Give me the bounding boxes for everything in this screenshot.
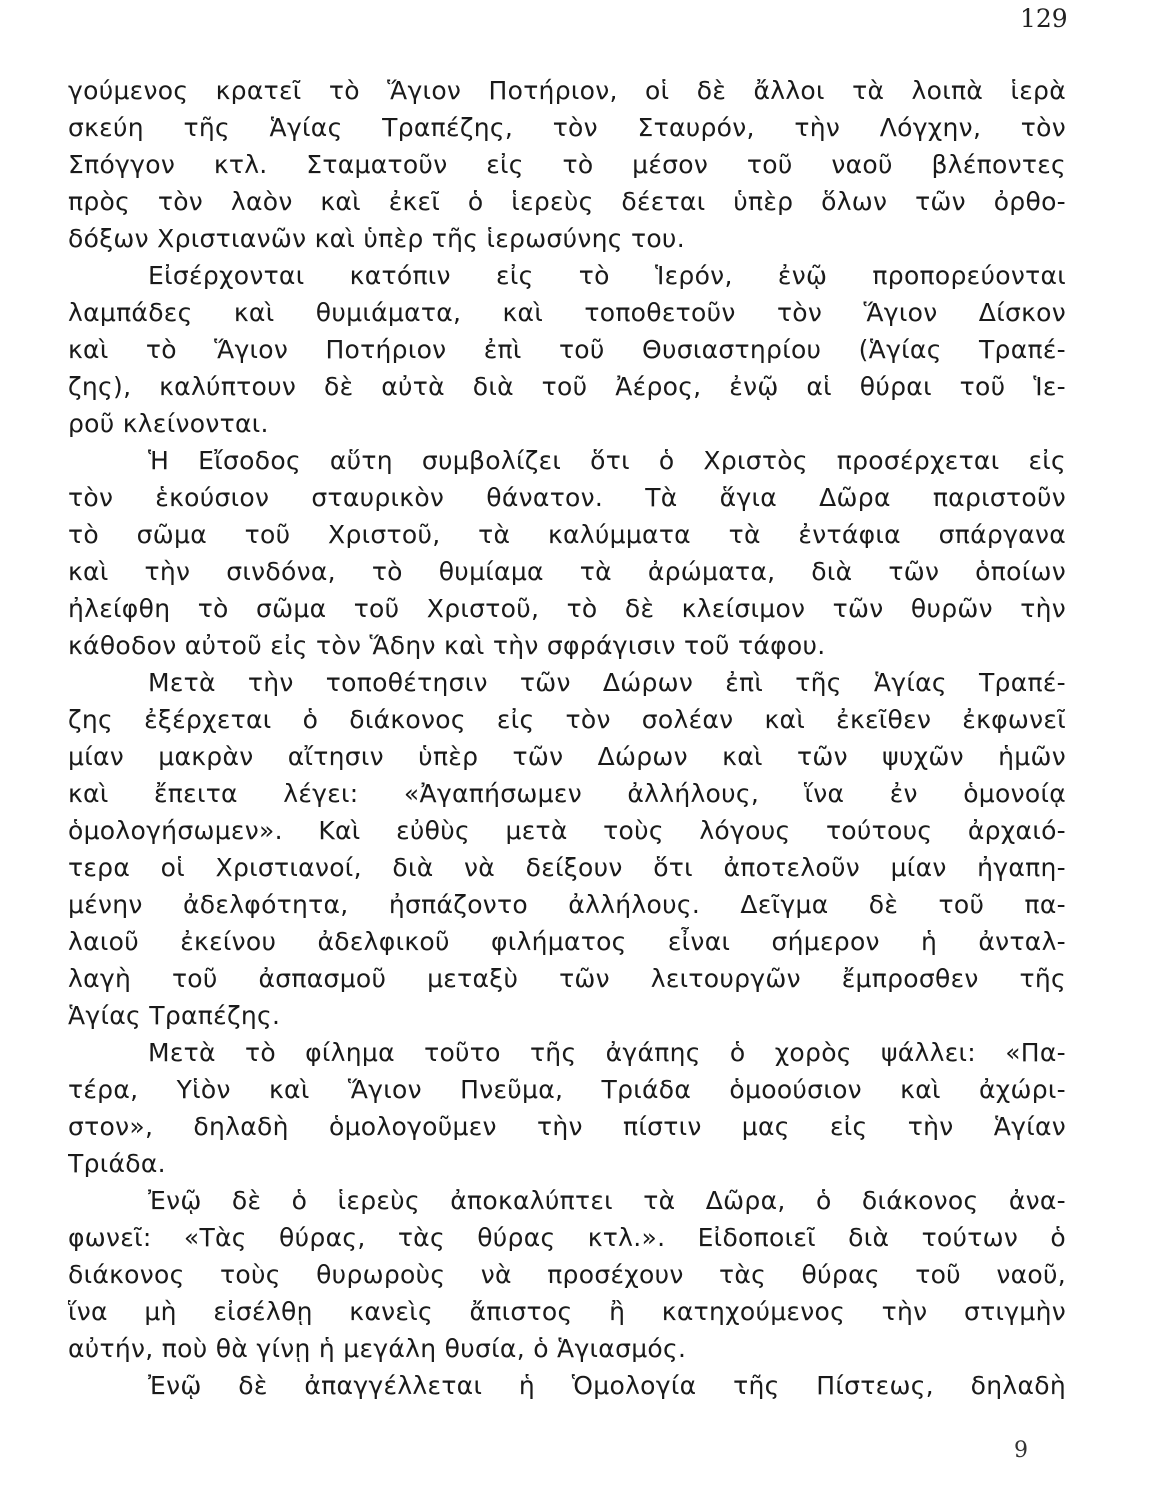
text-line: γούμενος κρατεῖ τὸ Ἅγιον Ποτήριον, οἱ δὲ ἄλλοι τὰ λοιπὰ ἱερὰ bbox=[68, 76, 1066, 105]
text-line: λαιοῦ ἐκείνου ἀδελφικοῦ φιλήματος εἶναι σήμερον ἡ ἀνταλ- bbox=[68, 927, 1066, 956]
text-line: ἵνα μὴ εἰσέλθῃ κανεὶς ἄπιστος ἢ κατηχούμενος τὴν στιγμὴν bbox=[68, 1297, 1066, 1326]
text-line: ροῦ κλείνονται. bbox=[68, 409, 269, 438]
text-line: Σπόγγον κτλ. Σταματοῦν εἰς τὸ μέσον τοῦ ναοῦ βλέποντες bbox=[68, 150, 1066, 179]
text-line: ἠλείφθη τὸ σῶμα τοῦ Χριστοῦ, τὸ δὲ κλείσιμον τῶν θυρῶν τὴν bbox=[68, 594, 1066, 623]
text-line: τέρα, Υἱὸν καὶ Ἅγιον Πνεῦμα, Τριάδα ὁμοούσιον καὶ ἀχώρι- bbox=[68, 1075, 1066, 1104]
text-line: μίαν μακρὰν αἴτησιν ὑπὲρ τῶν Δώρων καὶ τῶν ψυχῶν ἡμῶν bbox=[68, 742, 1066, 771]
text-line: κάθοδον αὐτοῦ εἰς τὸν Ἅδην καὶ τὴν σφράγισιν τοῦ τάφου. bbox=[68, 631, 826, 660]
text-line: Ἁγίας Τραπέζης. bbox=[68, 1001, 281, 1030]
text-line: φωνεῖ: «Τὰς θύρας, τὰς θύρας κτλ.». Εἰδοποιεῖ διὰ τούτων ὁ bbox=[68, 1223, 1066, 1252]
text-line: δόξων Χριστιανῶν καὶ ὑπὲρ τῆς ἱερωσύνης του. bbox=[68, 224, 685, 253]
text-line: τερα οἱ Χριστιανοί, διὰ νὰ δείξουν ὅτι ἀποτελοῦν μίαν ἠγαπη- bbox=[68, 853, 1066, 882]
text-line: ζης), καλύπτουν δὲ αὐτὰ διὰ τοῦ Ἀέρος, ἐνῷ αἱ θύραι τοῦ Ἱε- bbox=[68, 372, 1066, 401]
text-line: τὸ σῶμα τοῦ Χριστοῦ, τὰ καλύμματα τὰ ἐντάφια σπάργανα bbox=[68, 520, 1066, 549]
body-text bbox=[68, 72, 1066, 1404]
text-line: Μετὰ τὸ φίλημα τοῦτο τῆς ἀγάπης ὁ χορὸς ψάλλει: «Πα- bbox=[148, 1038, 1066, 1067]
text-line: σκεύη τῆς Ἁγίας Τραπέζης, τὸν Σταυρόν, τὴν Λόγχην, τὸν bbox=[68, 113, 1066, 142]
text-line: αὐτήν, ποὺ θὰ γίνῃ ἡ μεγάλη θυσία, ὁ Ἁγιασμός. bbox=[68, 1334, 687, 1363]
text-line: Τριάδα. bbox=[68, 1149, 166, 1178]
signature-mark: 9 bbox=[1014, 1438, 1028, 1463]
text-line: στον», δηλαδὴ ὁμολογοῦμεν τὴν πίστιν μας εἰς τὴν Ἁγίαν bbox=[68, 1112, 1066, 1141]
text-line: μένην ἀδελφότητα, ἠσπάζοντο ἀλλήλους. Δεῖγμα δὲ τοῦ πα- bbox=[68, 890, 1066, 919]
page-number: 129 bbox=[1020, 4, 1068, 33]
text-line: ὁμολογήσωμεν». Καὶ εὐθὺς μετὰ τοὺς λόγους τούτους ἀρχαιό- bbox=[68, 816, 1066, 845]
text-line: Ἐνῷ δὲ ἀπαγγέλλεται ἡ Ὁμολογία τῆς Πίστεως, δηλαδὴ bbox=[148, 1371, 1066, 1400]
text-line: καὶ ἔπειτα λέγει: «Ἀγαπήσωμεν ἀλλήλους, ἵνα ἐν ὁμονοίᾳ bbox=[68, 779, 1066, 808]
text-line: Ἐνῷ δὲ ὁ ἱερεὺς ἀποκαλύπτει τὰ Δῶρα, ὁ διάκονος ἀνα- bbox=[148, 1186, 1066, 1215]
text-line: Μετὰ τὴν τοποθέτησιν τῶν Δώρων ἐπὶ τῆς Ἁγίας Τραπέ- bbox=[148, 668, 1066, 697]
text-line: καὶ τὸ Ἅγιον Ποτήριον ἐπὶ τοῦ Θυσιαστηρίου (Ἁγίας Τραπέ- bbox=[68, 335, 1066, 364]
text-line: καὶ τὴν σινδόνα, τὸ θυμίαμα τὰ ἀρώματα, διὰ τῶν ὁποίων bbox=[68, 557, 1066, 586]
text-line: διάκονος τοὺς θυρωροὺς νὰ προσέχουν τὰς θύρας τοῦ ναοῦ, bbox=[68, 1260, 1066, 1289]
text-line: τὸν ἑκούσιον σταυρικὸν θάνατον. Τὰ ἅγια Δῶρα παριστοῦν bbox=[68, 483, 1066, 512]
text-line: Ἡ Εἴσοδος αὕτη συμβολίζει ὅτι ὁ Χριστὸς προσέρχεται εἰς bbox=[148, 446, 1066, 475]
text-line: Εἰσέρχονται κατόπιν εἰς τὸ Ἱερόν, ἐνῷ προπορεύονται bbox=[148, 261, 1066, 290]
text-line: πρὸς τὸν λαὸν καὶ ἐκεῖ ὁ ἱερεὺς δέεται ὑπὲρ ὅλων τῶν ὀρθο- bbox=[68, 187, 1066, 216]
text-line: λαγὴ τοῦ ἀσπασμοῦ μεταξὺ τῶν λειτουργῶν ἔμπροσθεν τῆς bbox=[68, 964, 1066, 993]
text-line: ζης ἐξέρχεται ὁ διάκονος εἰς τὸν σολέαν καὶ ἐκεῖθεν ἐκφωνεῖ bbox=[68, 705, 1066, 734]
text-line: λαμπάδες καὶ θυμιάματα, καὶ τοποθετοῦν τὸν Ἅγιον Δίσκον bbox=[68, 298, 1066, 327]
